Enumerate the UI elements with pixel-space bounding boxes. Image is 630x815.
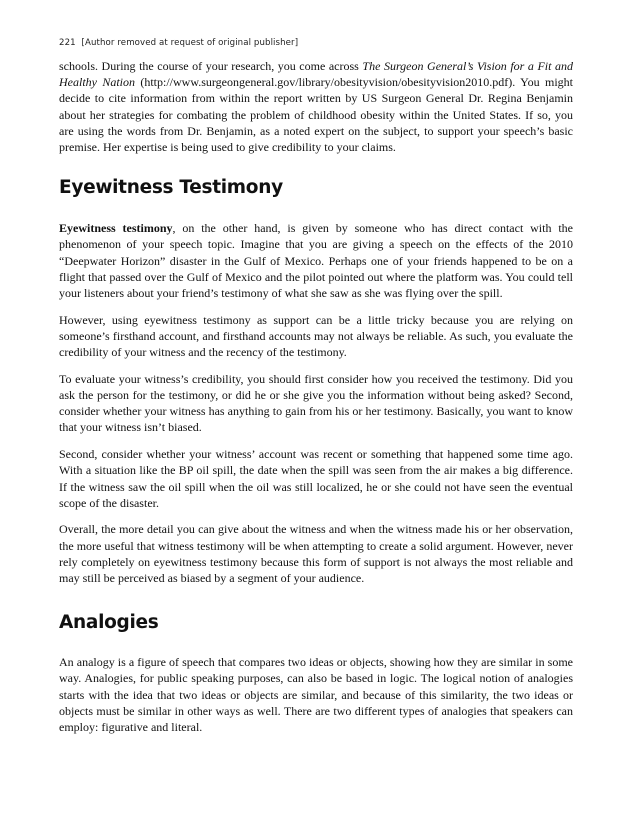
section-heading-eyewitness: Eyewitness Testimony	[59, 177, 283, 199]
running-header	[59, 38, 298, 48]
page-number: 221	[59, 38, 76, 48]
paragraph-eyewitness-credibility: To evaluate your witness’s credibility, you should first consider how you received the testimony. Did you ask the person for the testimony, or did he or she give you the information without being asked? Second, consider whether your witness has anything to gain from his or her testimony. Basically, you want to know that your witness isn’t biased.	[59, 371, 573, 435]
report-title: The Surgeon General’s Vision for a Fit and Healthy Nation	[59, 59, 573, 90]
paragraph-eyewitness-definition: Eyewitness testimony, on the other hand, is given by someone who has direct contact with the phenomenon of your speech topic. Imagine that you are giving a speech on the effects of the 2010 “Deepwater Horizon” disaster in the Gulf of Mexico. Perhaps one of your friends happened to be on a flight that passed over the Gulf of Mexico and the pilot pointed out where the platform was. You could tell your listeners about your friend’s testimony of what she saw as she was flying over the spill.	[59, 221, 573, 301]
paragraph-intro: schools. During the course of your research, you come across The Surgeon General’s Vision for a Fit and Healthy Nation (http://www.surgeongeneral.gov/library/obesityvision/obesityvision2010.pdf). You might decide to cite information from within the report written by US Surgeon General Dr. Regina Benjamin about her strategies for combating the problem of childhood obesity within the United States. If so, you are using the words from Dr. Benjamin, as a noted expert on the subject, to support your speech’s basic premise. Her expertise is being used to give credibility to your claims.	[59, 59, 573, 155]
section-heading-analogies: Analogies	[59, 612, 159, 634]
paragraph-eyewitness-reliability: However, using eyewitness testimony as support can be a little tricky because you are relying on someone’s firsthand account, and firsthand accounts may not always be reliable. As such, you evaluate the credibility of your witness and the recency of the testimony.	[59, 312, 573, 360]
paragraph-analogies-definition: An analogy is a figure of speech that compares two ideas or objects, showing how they are similar in some way. Analogies, for public speaking purposes, can also be based in logic. The logical notion of analogies starts with the idea that two ideas or objects are similar, and because of this similarity, the two ideas or objects must be similar in other ways as well. There are two different types of analogies that speakers can employ: figurative and literal.	[59, 655, 573, 735]
running-title: [Author removed at request of original publisher]	[81, 38, 299, 48]
term-eyewitness-testimony: Eyewitness testimony	[59, 221, 173, 236]
paragraph-eyewitness-recency: Second, consider whether your witness’ account was recent or something that happened some time ago. With a situation like the BP oil spill, the date when the spill was seen from the air makes a big difference. If the witness saw the oil spill when the oil was still localized, he or she could not have seen the eventual scope of the disaster.	[59, 447, 573, 510]
body-text	[59, 58, 573, 746]
paragraph-eyewitness-summary: Overall, the more detail you can give about the witness and when the witness made his or her observation, the more useful that witness testimony will be when attempting to create a solid argument. However, never rely completely on eyewitness testimony because this form of support is not always the most reliable and may still be perceived as biased by a segment of your audience.	[59, 522, 573, 586]
